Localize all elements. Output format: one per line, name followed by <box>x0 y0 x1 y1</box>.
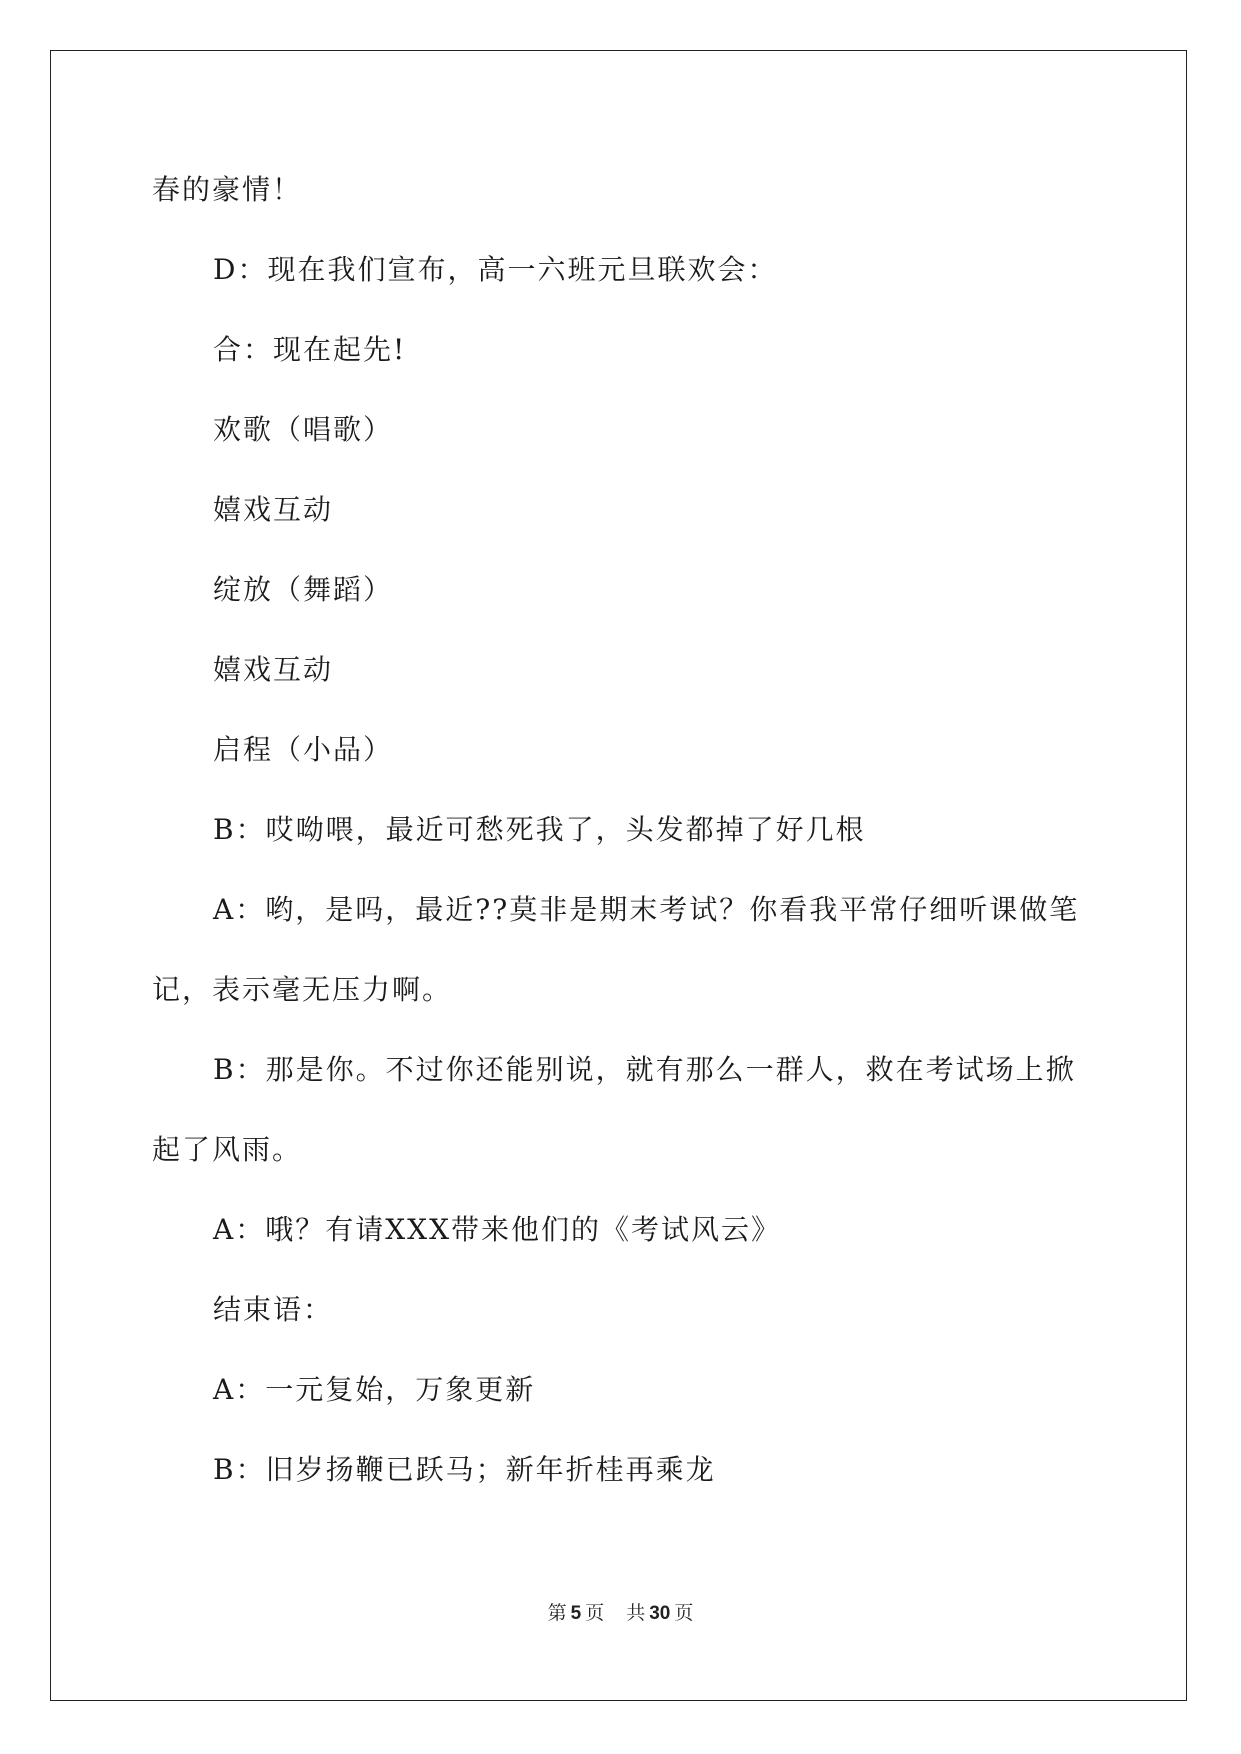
text-line: B：那是你。不过你还能别说，就有那么一群人，救在考试场上掀 <box>213 1053 1076 1086</box>
text-line: A：哦？有请XXX带来他们的《考试风云》 <box>213 1213 782 1246</box>
text-line: 合：现在起先! <box>213 333 407 366</box>
page-number: 5 <box>570 1603 582 1624</box>
page-label-suffix: 页 <box>585 1602 605 1624</box>
text-line: 春的豪情！ <box>152 173 303 206</box>
text-line: 起了风雨。 <box>152 1133 303 1166</box>
text-line: B：旧岁扬鞭已跃马；新年折桂再乘龙 <box>213 1453 716 1486</box>
text-line: 嬉戏互动 <box>213 653 334 686</box>
total-pages: 30 <box>649 1603 671 1624</box>
text-line: A：哟，是吗，最近??莫非是期末考试？你看我平常仔细听课做笔 <box>213 893 1080 926</box>
page-footer <box>0 1598 1241 1625</box>
text-line: 结束语： <box>213 1293 334 1326</box>
total-label-prefix: 共 <box>626 1602 646 1624</box>
text-line: A：一元复始，万象更新 <box>213 1373 536 1406</box>
text-line: D：现在我们宣布，高一六班元旦联欢会： <box>213 253 778 286</box>
text-line: 嬉戏互动 <box>213 493 334 526</box>
text-line: 记，表示毫无压力啊。 <box>152 973 453 1006</box>
text-line: 欢歌（唱歌） <box>213 413 394 446</box>
total-label-suffix: 页 <box>674 1602 694 1624</box>
text-line: 绽放（舞蹈） <box>213 573 394 606</box>
text-line: 启程（小品） <box>213 733 394 766</box>
text-line: B：哎呦喂，最近可愁死我了，头发都掉了好几根 <box>213 813 866 846</box>
page-label-prefix: 第 <box>547 1602 567 1624</box>
